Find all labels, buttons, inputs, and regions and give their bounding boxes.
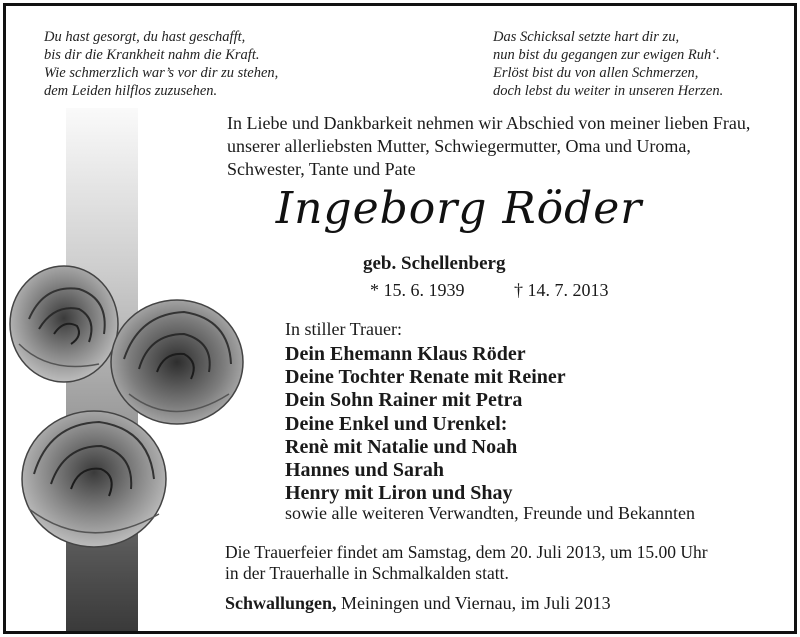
poem-line: doch lebst du weiter in unseren Herzen. — [493, 83, 724, 99]
poem-right — [493, 28, 723, 100]
closing-place: Schwallungen, — [225, 593, 337, 613]
mourner-line: Deine Enkel und Urenkel: — [285, 412, 508, 435]
poem-line: Erlöst bist du von allen Schmerzen, — [493, 65, 699, 81]
rose-bottom — [22, 411, 166, 547]
mourner-line: Dein Sohn Rainer mit Petra — [285, 389, 523, 412]
funeral-line: in der Trauerhalle in Schmalkalden statt. — [225, 563, 509, 583]
mourner-line: Dein Ehemann Klaus Röder — [285, 343, 526, 365]
rose-top-left — [10, 266, 118, 382]
funeral-info — [225, 542, 708, 584]
mourner-line: Deine Tochter Renate mit Reiner — [285, 366, 566, 389]
mourner-line: Hannes und Sarah — [285, 459, 444, 482]
obituary-notice — [3, 3, 797, 634]
poem-line: bis dir die Krankheit nahm die Kraft. — [44, 47, 260, 63]
poem-left — [44, 28, 278, 100]
mourners-list — [285, 343, 566, 505]
poem-line: nun bist du gegangen zur ewigen Ruh‘. — [493, 47, 720, 63]
death-date: † 14. 7. 2013 — [514, 280, 609, 300]
relatives-line: sowie alle weiteren Verwandten, Freunde und Bekannten — [285, 503, 696, 523]
closing-rest: Meiningen und Viernau, im Juli 2013 — [336, 593, 611, 613]
poem-line: Du hast gesorgt, du hast geschafft, — [44, 29, 246, 45]
closing-line — [225, 593, 611, 614]
poem-line: Wie schmerzlich war’s vor dir zu stehen, — [44, 65, 279, 81]
poem-line: dem Leiden hilflos zuzusehen. — [44, 83, 218, 99]
mourner-line: Renè mit Natalie und Noah — [285, 435, 518, 458]
mourner-line: Henry mit Liron und Shay — [285, 482, 513, 505]
roses-image — [9, 264, 269, 564]
deceased-name: Ingeborg Röder — [275, 183, 643, 234]
poem-line: Das Schicksal setzte hart dir zu, — [493, 29, 680, 45]
rose-right — [111, 300, 243, 424]
funeral-line: Die Trauerfeier findet am Samstag, dem 20. Juli 2013, um 15.00 Uhr — [225, 542, 708, 562]
mourning-heading: In stiller Trauer: — [285, 319, 402, 339]
intro-text: In Liebe und Dankbarkeit nehmen wir Abschied von meiner lieben Frau, unserer allerliebsten Mutter, Schwiegermutter, Oma und Uroma, Schwester, Tante und Pate — [227, 113, 751, 179]
birth-date: * 15. 6. 1939 — [370, 280, 465, 300]
birth-name: geb. Schellenberg — [363, 253, 506, 274]
